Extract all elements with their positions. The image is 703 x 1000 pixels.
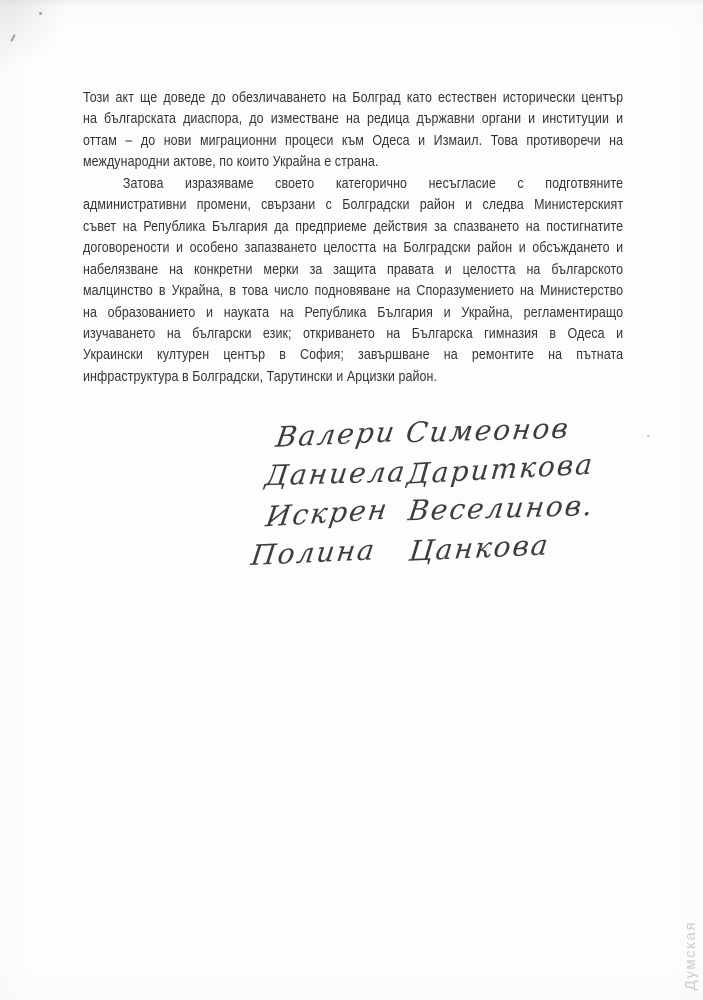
text-line: административни промени, свързани с Болградски район и следва Министерският [83,196,624,214]
text-line: Затова изразяваме своето категорично несъгласие с подготвяните [122,174,624,192]
signatures-block [248,411,597,576]
signature-row [251,528,582,576]
signature-first-name: Полина [249,533,379,573]
signature-first-name: Даниела [263,455,409,493]
text-line: оттам – до нови миграционни процеси към Одеса и Измаил. Това противоречи на [83,131,624,149]
document-text [83,87,623,387]
text-line: изучаването на български език; откриването на Българска гимназия в Одеса и [83,324,624,342]
signature-last-name: Симеонов [404,411,573,450]
text-line: договорености и особено запазването целостта на Болградски район и обсъждането и [83,239,624,257]
scan-speck [10,34,16,42]
signature-last-name: Веселинов. [406,488,597,528]
paragraph-2 [83,173,623,388]
dumskaya-watermark: Думская [682,920,699,990]
text-line: съвет на Република България да предприеме действия за спазването на постигнатите [83,217,624,235]
text-line: инфраструктура в Болградски, Тарутински и Арцизки район. [83,367,438,385]
paragraph-1 [83,87,623,173]
signature-last-name: Цанкова [407,528,552,568]
text-line: малцинство в Украйна, в това число подновяване на Споразумението на Министерство [83,282,624,300]
scan-speck [39,12,42,15]
text-line: международни актове, по които Украйна е страна. [83,153,379,171]
text-line: набелязване на конкретни мерки за защита правата и целостта на българското [83,260,624,278]
text-line: на българската диаспора, до изместване на редица държавни органи и институции и [83,110,624,128]
scan-speck [647,435,650,437]
text-line: Украински културен център в София; завършване на ремонтите на пътната [83,346,624,364]
text-line: на образованието и науката на Република България и Украйна, регламентиращо [83,303,624,321]
text-line: Този акт ще доведе до обезличаването на Болград като естествен исторически център [83,89,624,106]
signature-first-name: Валери [273,415,399,454]
signature-last-name: Дариткова [405,447,596,491]
signature-first-name: Искрен [263,492,392,534]
